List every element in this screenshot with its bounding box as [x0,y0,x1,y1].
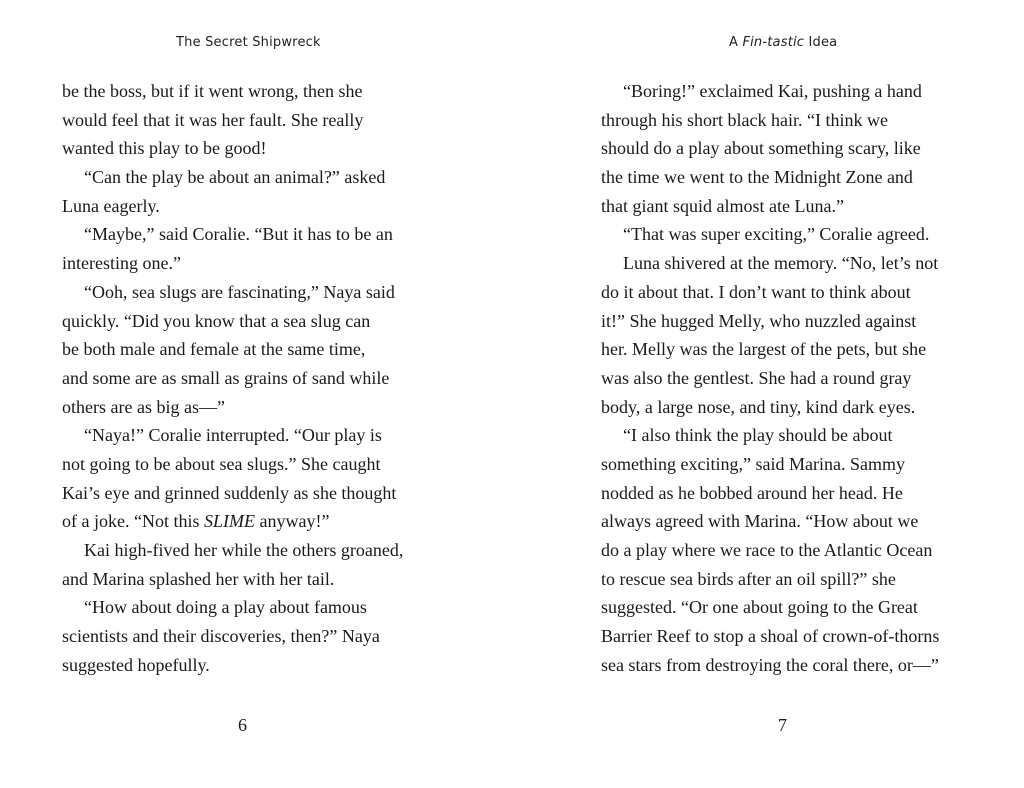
right-body-text [601,77,981,679]
text-line: Barrier Reef to stop a shoal of crown-of-thorns [601,626,940,647]
text-line-italic: SLIME [203,511,255,532]
left-body-text [62,77,442,679]
text-line: be the boss, but if it went wrong, then she [62,81,363,101]
right-page [512,0,1024,788]
text-line: should do a play about something scary, like [601,138,921,159]
text-line [62,507,442,536]
text-line: “Boring!” exclaimed Kai, pushing a hand [623,81,922,101]
text-line: “Maybe,” said Coralie. “But it has to be an [84,224,393,245]
text-line: nodded as he bobbed around her head. He [601,482,903,503]
text-line: “I also think the play should be about [623,425,893,446]
text-line: her. Melly was the largest of the pets, but she [601,339,927,360]
text-line-segment: of a joke. “Not this [62,511,204,532]
text-line: “Ooh, sea slugs are fascinating,” Naya said [84,281,395,302]
text-line: Kai high-fived her while the others groaned, [84,540,404,560]
text-line: suggested hopefully. [62,654,210,675]
text-line: wanted this play to be good! [62,138,267,159]
right-running-head [729,35,837,50]
text-line: interesting one.” [62,253,181,274]
text-line: always agreed with Marina. “How about we [601,511,919,532]
text-line: not going to be about sea slugs.” She caught [62,453,381,474]
text-line: Kai’s eye and grinned suddenly as she thought [62,482,397,503]
right-running-head-italic: Fin-tastic [742,35,805,50]
text-line: to rescue sea birds after an oil spill?” she [601,568,896,589]
text-line: would feel that it was her fault. She really [62,109,364,130]
text-line: others are as big as—” [62,396,225,417]
text-line-segment: anyway!” [254,511,330,532]
text-line: do it about that. I don’t want to think about [601,281,911,302]
left-running-head: The Secret Shipwreck [176,35,321,50]
text-line: something exciting,” said Marina. Sammy [601,453,905,474]
text-line: through his short black hair. “I think we [601,109,888,130]
right-running-head-suffix: Idea [804,35,838,50]
text-line: be both male and female at the same time, [62,339,366,360]
text-line: was also the gentlest. She had a round gray [601,367,912,388]
text-line: and Marina splashed her with her tail. [62,568,335,589]
text-line: “Can the play be about an animal?” asked [84,167,386,188]
text-line: it!” She hugged Melly, who nuzzled against [601,310,917,331]
left-page-number: 6 [238,715,247,735]
right-running-head-prefix: A [729,35,743,50]
text-line: the time we went to the Midnight Zone and [601,167,913,188]
text-line: “That was super exciting,” Coralie agreed. [623,224,930,245]
text-line: Luna eagerly. [62,195,160,216]
text-line: body, a large nose, and tiny, kind dark eyes. [601,396,916,417]
text-line: sea stars from destroying the coral there, or—” [601,654,939,675]
right-page-number: 7 [778,715,787,735]
text-line: Luna shivered at the memory. “No, let’s not [623,253,939,274]
text-line: “How about doing a play about famous [84,597,367,618]
text-line: quickly. “Did you know that a sea slug can [62,310,371,331]
text-line: suggested. “Or one about going to the Great [601,597,918,618]
text-line: do a play where we race to the Atlantic Ocean [601,540,933,560]
text-line: and some are as small as grains of sand while [62,367,390,388]
text-line: that giant squid almost ate Luna.” [601,195,844,216]
text-line: scientists and their discoveries, then?” Naya [62,626,380,647]
text-line: “Naya!” Coralie interrupted. “Our play is [84,425,382,446]
